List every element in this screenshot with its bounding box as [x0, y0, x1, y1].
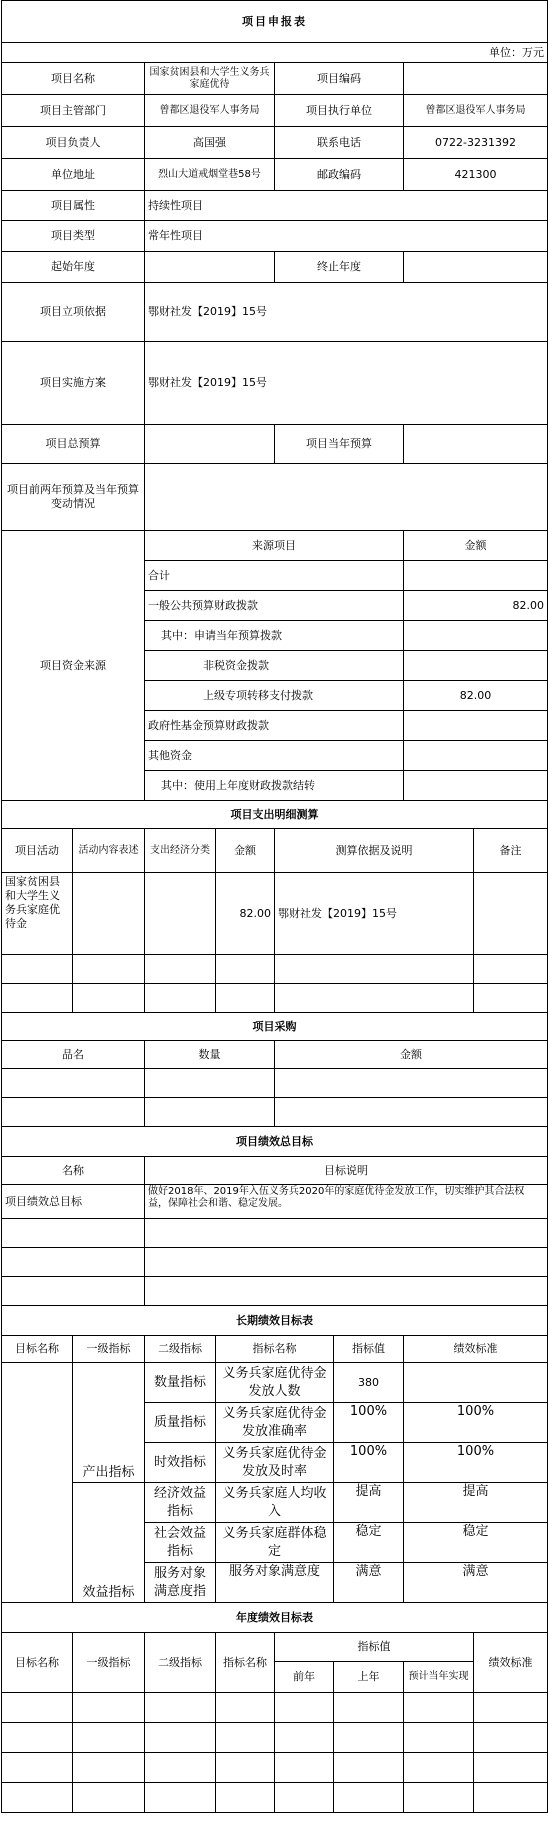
expense-basis: 鄂财社发【2019】15号: [275, 873, 474, 955]
long-term-header: 二级指标: [145, 1336, 216, 1363]
annual-empty-cell: [404, 1753, 474, 1783]
long-term-value: 满意: [334, 1563, 404, 1603]
long-term-value: 提高: [334, 1483, 404, 1523]
annual-empty-cell: [474, 1753, 548, 1783]
procurement-header: 金额: [275, 1041, 548, 1069]
annual-header: 目标名称: [2, 1633, 73, 1693]
expense-category: [145, 873, 216, 955]
long-term-value: 稳定: [334, 1523, 404, 1563]
funding-row-label: 其中：使用上年度财政拨款结转: [145, 771, 404, 801]
long-term-indicator: 义务兵家庭人均收入: [216, 1483, 334, 1523]
postcode-value: 421300: [404, 159, 548, 191]
annual-empty-cell: [334, 1723, 404, 1753]
funding-row-amount: [404, 711, 548, 741]
project-name-label: 项目名称: [2, 63, 145, 95]
postcode-label: 邮政编码: [275, 159, 404, 191]
funding-row-amount: [404, 771, 548, 801]
plan-value: 鄂财社发【2019】15号: [145, 342, 548, 425]
long-term-goal-name: [2, 1363, 73, 1603]
annual-empty-cell: [73, 1783, 145, 1813]
annual-header: 指标名称: [216, 1633, 275, 1693]
annual-empty-cell: [334, 1783, 404, 1813]
type-value: 常年性项目: [145, 221, 548, 252]
long-term-value: 100%: [334, 1443, 404, 1483]
funding-row-label: 其中：申请当年预算拨款: [145, 621, 404, 651]
long-term-standard: 100%: [404, 1403, 548, 1443]
expense-activity: 国家贫困县和大学生义务兵家庭优待金: [2, 873, 73, 955]
project-code-value: [404, 63, 548, 95]
perf-total-section-title: 项目绩效总目标: [2, 1127, 548, 1157]
long-term-header: 一级指标: [73, 1336, 145, 1363]
expense-empty-cell: [73, 955, 145, 984]
annual-empty-cell: [474, 1783, 548, 1813]
annual-empty-cell: [73, 1723, 145, 1753]
long-term-standard: 提高: [404, 1483, 548, 1523]
long-term-level2: 社会效益指标: [145, 1523, 216, 1563]
attribute-value: 持续性项目: [145, 191, 548, 221]
expense-empty-cell: [474, 984, 548, 1013]
funding-row-amount: 82.00: [404, 591, 548, 621]
long-term-indicator: 义务兵家庭优待金发放人数: [216, 1363, 334, 1403]
funding-row-amount: [404, 741, 548, 771]
annual-empty-cell: [2, 1693, 73, 1723]
funding-source-label: 项目资金来源: [2, 531, 145, 801]
funding-row-label: 政府性基金预算财政拨款: [145, 711, 404, 741]
dept-value: 曾都区退役军人事务局: [145, 95, 275, 127]
expense-header: 活动内容表述: [73, 829, 145, 873]
annual-empty-cell: [216, 1693, 275, 1723]
long-term-value: 380: [334, 1363, 404, 1403]
address-value: 烈山大道戒烟堂巷58号: [145, 159, 275, 191]
expense-empty-cell: [2, 984, 73, 1013]
expense-empty-cell: [275, 955, 474, 984]
expense-content: [73, 873, 145, 955]
annual-empty-cell: [145, 1753, 216, 1783]
procurement-empty-cell: [275, 1098, 548, 1127]
expense-empty-cell: [474, 955, 548, 984]
procurement-empty-cell: [2, 1098, 145, 1127]
long-term-level2: 质量指标: [145, 1403, 216, 1443]
long-term-level2: 服务对象满意度指: [145, 1563, 216, 1603]
annual-subheader: 上年: [334, 1662, 404, 1693]
address-label: 单位地址: [2, 159, 145, 191]
perf-total-empty-cell: [2, 1248, 145, 1277]
project-name-value: 国家贫困县和大学生义务兵家庭优待: [145, 63, 275, 95]
phone-value: 0722-3231392: [404, 127, 548, 159]
exec-unit-value: 曾都区退役军人事务局: [404, 95, 548, 127]
long-term-indicator: 义务兵家庭优待金发放准确率: [216, 1403, 334, 1443]
perf-total-row-desc: 做好2018年、2019年入伍义务兵2020年的家庭优待金发放工作，切实维护其合法权益，保障社会和谐、稳定发展。: [145, 1185, 548, 1219]
project-application-form: [1, 0, 547, 1840]
long-term-level1-benefit: 效益指标: [73, 1483, 145, 1603]
expense-header: 金额: [216, 829, 275, 873]
funding-row-amount: [404, 561, 548, 591]
phone-label: 联系电话: [275, 127, 404, 159]
long-term-level2: 数量指标: [145, 1363, 216, 1403]
expense-header: 项目活动: [2, 829, 73, 873]
annual-header: 指标值: [275, 1633, 474, 1662]
perf-total-row-name: 项目绩效总目标: [2, 1185, 145, 1219]
long-term-level2: 时效指标: [145, 1443, 216, 1483]
funding-row-amount: [404, 621, 548, 651]
funding-row-amount: [404, 651, 548, 681]
long-term-indicator: 义务兵家庭优待金发放及时率: [216, 1443, 334, 1483]
long-term-header: 指标名称: [216, 1336, 334, 1363]
annual-header: 绩效标准: [474, 1633, 548, 1693]
annual-subheader: 前年: [275, 1662, 334, 1693]
expense-empty-cell: [145, 955, 216, 984]
procurement-empty-cell: [2, 1069, 145, 1098]
start-year-label: 起始年度: [2, 252, 145, 283]
expense-header: 支出经济分类: [145, 829, 216, 873]
form-table: [1, 0, 548, 1813]
expense-empty-cell: [145, 984, 216, 1013]
annual-empty-cell: [2, 1723, 73, 1753]
perf-total-empty-cell: [2, 1219, 145, 1248]
procurement-empty-cell: [275, 1069, 548, 1098]
annual-empty-cell: [474, 1693, 548, 1723]
annual-empty-cell: [2, 1783, 73, 1813]
perf-total-empty-cell: [145, 1277, 548, 1306]
annual-header: 一级指标: [73, 1633, 145, 1693]
long-term-value: 100%: [334, 1403, 404, 1443]
basis-value: 鄂财社发【2019】15号: [145, 283, 548, 342]
annual-empty-cell: [2, 1753, 73, 1783]
annual-empty-cell: [73, 1693, 145, 1723]
budget-change-value: [145, 464, 548, 531]
form-title: 项目申报表: [2, 1, 548, 43]
annual-empty-cell: [474, 1723, 548, 1753]
perf-total-empty-cell: [145, 1248, 548, 1277]
expense-empty-cell: [275, 984, 474, 1013]
end-year-value: [404, 252, 548, 283]
perf-total-col-name: 名称: [2, 1157, 145, 1185]
annual-empty-cell: [275, 1753, 334, 1783]
total-budget-value: [145, 425, 275, 464]
perf-total-empty-cell: [2, 1277, 145, 1306]
annual-empty-cell: [334, 1693, 404, 1723]
long-term-standard: 满意: [404, 1563, 548, 1603]
long-term-header: 绩效标准: [404, 1336, 548, 1363]
annual-empty-cell: [145, 1693, 216, 1723]
funding-row-label: 其他资金: [145, 741, 404, 771]
annual-empty-cell: [275, 1723, 334, 1753]
funding-row-label: 上级专项转移支付拨款: [145, 681, 404, 711]
funding-row-label: 合计: [145, 561, 404, 591]
total-budget-label: 项目总预算: [2, 425, 145, 464]
funding-row-label: 非税资金拨款: [145, 651, 404, 681]
annual-empty-cell: [73, 1753, 145, 1783]
long-term-header: 目标名称: [2, 1336, 73, 1363]
annual-empty-cell: [216, 1723, 275, 1753]
funding-row-label: 一般公共预算财政拨款: [145, 591, 404, 621]
annual-subheader: 预计当年实现: [404, 1662, 474, 1693]
long-term-indicator: 义务兵家庭群体稳定: [216, 1523, 334, 1563]
annual-empty-cell: [145, 1723, 216, 1753]
person-label: 项目负责人: [2, 127, 145, 159]
basis-label: 项目立项依据: [2, 283, 145, 342]
plan-label: 项目实施方案: [2, 342, 145, 425]
perf-total-col-desc: 目标说明: [145, 1157, 548, 1185]
long-term-indicator: 服务对象满意度: [216, 1563, 334, 1603]
funding-row-amount: 82.00: [404, 681, 548, 711]
expense-section-title: 项目支出明细测算: [2, 801, 548, 829]
procurement-empty-cell: [145, 1069, 275, 1098]
exec-unit-label: 项目执行单位: [275, 95, 404, 127]
annual-header: 二级指标: [145, 1633, 216, 1693]
expense-empty-cell: [73, 984, 145, 1013]
dept-label: 项目主管部门: [2, 95, 145, 127]
expense-note: [474, 873, 548, 955]
annual-empty-cell: [216, 1753, 275, 1783]
unit-label: 单位：万元: [2, 43, 548, 63]
annual-empty-cell: [275, 1783, 334, 1813]
annual-empty-cell: [404, 1723, 474, 1753]
expense-empty-cell: [216, 984, 275, 1013]
annual-empty-cell: [145, 1783, 216, 1813]
annual-section-title: 年度绩效目标表: [2, 1603, 548, 1633]
annual-empty-cell: [334, 1753, 404, 1783]
procurement-header: 数量: [145, 1041, 275, 1069]
long-term-standard: 100%: [404, 1443, 548, 1483]
perf-total-empty-cell: [145, 1219, 548, 1248]
procurement-header: 品名: [2, 1041, 145, 1069]
project-code-label: 项目编码: [275, 63, 404, 95]
expense-empty-cell: [216, 955, 275, 984]
procurement-empty-cell: [145, 1098, 275, 1127]
expense-header: 测算依据及说明: [275, 829, 474, 873]
end-year-label: 终止年度: [275, 252, 404, 283]
start-year-value: [145, 252, 275, 283]
long-term-level2: 经济效益指标: [145, 1483, 216, 1523]
long-term-header: 指标值: [334, 1336, 404, 1363]
budget-change-label: 项目前两年预算及当年预算变动情况: [2, 464, 145, 531]
long-term-section-title: 长期绩效目标表: [2, 1306, 548, 1336]
type-label: 项目类型: [2, 221, 145, 252]
funding-col-source: 来源项目: [145, 531, 404, 561]
expense-header: 备注: [474, 829, 548, 873]
long-term-standard: 稳定: [404, 1523, 548, 1563]
year-budget-label: 项目当年预算: [275, 425, 404, 464]
annual-empty-cell: [216, 1783, 275, 1813]
annual-empty-cell: [404, 1783, 474, 1813]
year-budget-value: [404, 425, 548, 464]
funding-col-amount: 金额: [404, 531, 548, 561]
procurement-section-title: 项目采购: [2, 1013, 548, 1041]
expense-empty-cell: [2, 955, 73, 984]
annual-empty-cell: [404, 1693, 474, 1723]
person-value: 高国强: [145, 127, 275, 159]
expense-amount: 82.00: [216, 873, 275, 955]
annual-empty-cell: [275, 1693, 334, 1723]
long-term-standard: [404, 1363, 548, 1403]
attribute-label: 项目属性: [2, 191, 145, 221]
long-term-level1-output: 产出指标: [73, 1363, 145, 1483]
